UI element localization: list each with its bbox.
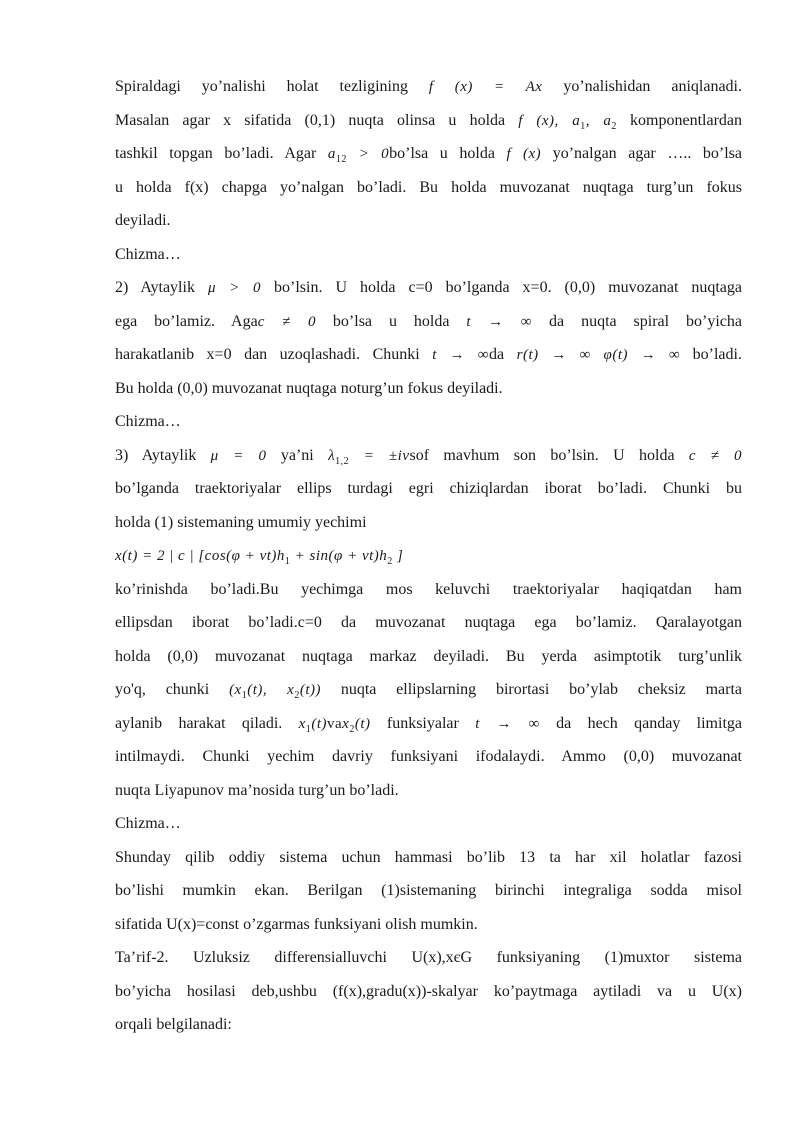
text-run: orqali belgilanadi: [115,1016,232,1033]
text-run: holda (0,0) muvozanat nuqtaga markaz deyiladi. Bu yerda asimptotik turg’unlik [115,647,742,665]
text-run: da hech qanday limitga [539,714,742,732]
text-run: 3) Aytaylik [115,446,211,464]
text-run: komponentlardan [616,111,743,129]
math-expression [258,314,316,330]
math-part: x [298,715,306,732]
math-part: > 0 [346,146,390,162]
math-expression [475,716,540,732]
math-part: (t), x [247,682,295,698]
math-part: ] [392,548,404,564]
math-part: (t) [311,715,327,732]
text-line [115,908,742,942]
math-part: x(t) = 2 | c | [cos(φ + νt)h [115,548,285,564]
text-line [115,573,742,607]
math-part: , a [585,112,612,129]
text-run: yo’nalishidan aniqlanadi. [542,78,742,95]
math-part: t → ∞ [466,313,533,330]
text-line [115,271,742,305]
math-expression [689,448,742,464]
text-run: nuqta ellipslarning birortasi bo’ylab cheksiz marta [321,681,743,698]
text-line [115,439,742,473]
math-expression [518,112,617,132]
math-part: r(t) → ∞ φ(t) → ∞ [516,347,681,363]
text-run: deyiladi. [115,212,171,229]
math-part: x [342,715,350,732]
text-run: Chizma… [115,815,181,832]
math-subscript: 1 [580,120,586,132]
text-run: Bu holda (0,0) muvozanat nuqtaga noturg’un fokus deyiladi. [115,379,503,397]
math-part: μ = 0 [210,447,267,464]
text-run: Chizma… [115,413,181,430]
math-part: f (x) = Ax [428,79,543,95]
math-subscript: 2 [611,120,617,132]
text-line [115,807,742,841]
math-part: t → ∞ [432,347,490,363]
text-line [115,305,742,339]
text-run: sifatida U(x)=const o’zgarmas funksiyani olish mumkin. [115,915,478,933]
text-run: intilmaydi. Chunki yechim davriy funksiyani ifodalaydi. Ammo (0,0) muvozanat [115,748,742,765]
text-line [115,171,742,205]
math-expression [432,347,489,363]
text-run: aylanib harakat qiladi. [115,714,299,732]
math-part: + sin(φ + νt)h [290,548,388,564]
text-run: bo’yicha hosilasi deb,ushbu (f(x),gradu(x))-skalyar ko’paytmaga aytiladi va u U(x) [115,982,742,1000]
text-run: ko’rinishda bo’ladi.Bu yechimga mos keluvchi traektoriyalar haqiqatdan ham [115,580,742,598]
text-line [115,238,742,272]
math-part: c ≠ 0 [257,313,316,330]
text-run: harakatlanib x=0 dan uzoqlashadi. Chunki [115,346,433,363]
text-run: nuqta Liyapunov ma’nosida turg’un bo’ladi. [115,781,399,799]
math-subscript: 12 [335,154,347,165]
text-line [115,204,742,238]
text-line [115,774,742,808]
text-run: u holda f(x) chapga yo’nalgan bo’ladi. Bu holda muvozanat nuqtaga turg’un fokus [115,178,742,196]
math-expression [229,682,322,701]
math-subscript: 1 [284,556,291,567]
text-run: Ta’rif-2. Uzluksiz differensialluvchi U(x),xєG funksiyaning (1)muxtor sistema [115,949,742,966]
math-expression [466,314,532,330]
math-expression [506,146,541,162]
math-subscript: 1 [241,690,248,701]
text-line [115,606,742,640]
text-run: bo’lsa u holda [389,145,507,162]
math-expression [208,280,261,296]
text-run: ya’ni [266,446,329,464]
text-run: tashkil topgan bo’ladi. Agar [115,145,328,162]
text-line [115,975,742,1009]
math-subscript: 2 [294,690,300,701]
math-part: t → ∞ [475,715,540,732]
text-line [115,740,742,774]
math-part: c ≠ 0 [688,447,743,464]
text-line [115,539,742,573]
text-run: funksiyalar [370,714,476,732]
math-expression [211,448,267,464]
text-run: Masalan agar x sifatida (0,1) nuqta olinsa u holda [115,111,519,129]
math-part: = ±iν [349,447,410,464]
math-part: a [327,146,336,162]
text-line [115,137,742,171]
text-run: ega bo’lamiz. Aga [115,312,258,330]
text-run: bo’ladi. [680,346,742,363]
math-expression [429,79,543,95]
math-expression [115,548,404,567]
math-subscript: 2 [387,556,393,567]
text-run: Chizma… [115,245,181,263]
math-expression [327,146,390,165]
text-line [115,338,742,372]
text-run: bo’lsa u holda [315,312,467,330]
text-line [115,841,742,875]
text-run: yo’nalgan agar ….. bo’lsa [541,145,742,162]
text-run: ellipsdan iborat bo’ladi.c=0 da muvozanat nuqtaga ega bo’lamiz. Qaralayotgan [115,614,742,631]
text-run: da nuqta spiral bo’yicha [532,312,743,330]
text-run: bo’lsin. U holda c=0 bo’lganda x=0. (0,0) muvozanat nuqtaga [261,279,743,296]
math-part: f (x) [506,146,542,162]
math-part: λ [328,447,336,464]
text-line [115,673,742,707]
math-subscript: 1 [305,723,312,735]
text-line [115,640,742,674]
text-run: yo'q, chunki [115,681,230,698]
text-run: holda (1) sistemaning umumiy yechimi [115,513,367,531]
math-expression [517,347,681,363]
text-run: 2) Aytaylik [115,279,208,296]
math-part: μ > 0 [207,280,262,296]
text-line [115,874,742,908]
math-expression [298,715,371,735]
text-line [115,1008,742,1042]
text-run: bo’lishi mumkin ekan. Berilgan (1)sistemaning birinchi integraliga sodda misol [115,882,742,899]
text-line [115,405,742,439]
math-part: (x [229,682,242,698]
text-run: Spiraldagi yo’nalishi holat tezligining [115,78,429,95]
text-line [115,104,742,138]
math-part: (t)) [299,682,322,698]
text-run: Shunday qilib oddiy sistema uchun hammasi bo’lib 13 ta har xil holatlar fazosi [115,848,742,866]
document-page [115,70,742,1042]
text-line [115,472,742,506]
text-line [115,506,742,540]
text-run: bo’lganda traektoriyalar ellips turdagi egri chiziqlardan iborat bo’ladi. Chunki bu [115,480,742,497]
math-part: (t) [354,715,371,732]
math-expression [328,447,410,467]
math-subscript: 2 [349,723,355,735]
text-line [115,372,742,406]
text-line [115,941,742,975]
text-run: sof mavhum son bo’lsin. U holda [409,446,689,464]
math-subscript: 1,2 [335,455,350,467]
text-line [115,70,742,104]
math-part: f (x), a [518,112,581,129]
text-line [115,707,742,741]
math-part: va [327,715,343,732]
text-run: da [489,346,517,363]
